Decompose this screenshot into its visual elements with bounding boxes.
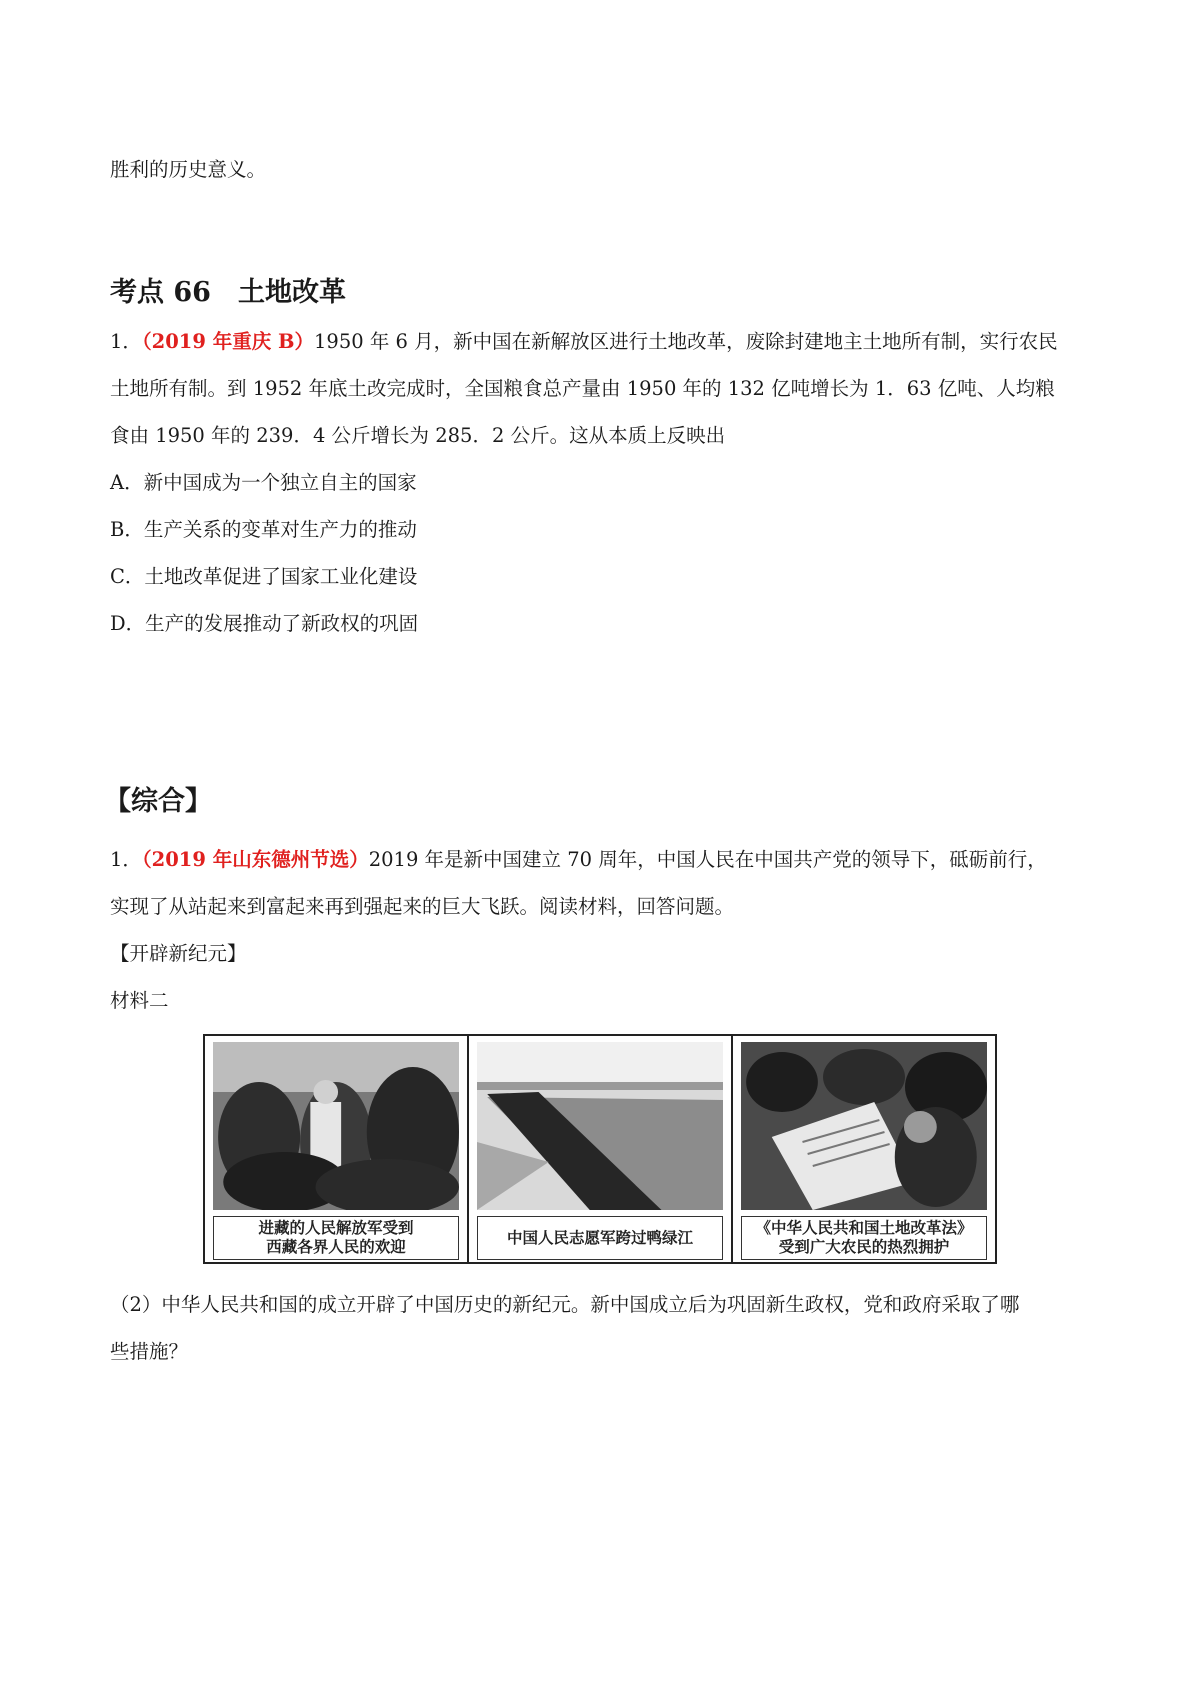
part-2-line-2: 些措施？ — [110, 1340, 189, 1363]
photo-tibet-welcome — [213, 1042, 459, 1210]
question-text: 1950 年 6 月，新中国在新解放区进行土地改革，废除封建地主土地所有制，实行农民 — [314, 330, 1058, 353]
option-a: A．新中国成为一个独立自主的国家 — [110, 471, 417, 494]
option-b: B．生产关系的变革对生产力的推动 — [110, 518, 417, 541]
comprehensive-question-line-2: 实现了从站起来到富起来再到强起来的巨大飞跃。阅读材料，回答问题。 — [110, 895, 735, 918]
sub-heading: 【开辟新纪元】 — [110, 942, 247, 965]
section-heading-comprehensive: 【综合】 — [104, 786, 212, 817]
figure-panel-tibet — [205, 1036, 469, 1262]
photo-land-reform-law — [741, 1042, 987, 1210]
part-2-line-1: （2）中华人民共和国的成立开辟了中国历史的新纪元。新中国成立后为巩固新生政权，党和政府采取了哪 — [110, 1293, 1020, 1316]
question-source: （2019 年山东德州节选） — [141, 848, 369, 871]
caption-yalu: 中国人民志愿军跨过鸭绿江 — [477, 1216, 723, 1260]
photo-yalu-crossing — [477, 1042, 723, 1210]
figure-panel-land-reform-law — [733, 1036, 995, 1262]
option-c: C．土地改革促进了国家工业化建设 — [110, 565, 418, 588]
material-figure — [203, 1034, 997, 1264]
material-label: 材料二 — [110, 989, 169, 1012]
question-source: （2019 年重庆 B） — [141, 330, 315, 353]
caption-land-reform-law: 《中华人民共和国土地改革法》 受到广大农民的热烈拥护 — [741, 1216, 987, 1260]
question-number: 1． — [110, 848, 142, 871]
section-heading-land-reform: 考点 66 土地改革 — [110, 277, 346, 308]
option-d: D．生产的发展推动了新政权的巩固 — [110, 612, 419, 635]
figure-panel-yalu — [469, 1036, 733, 1262]
question-1-line-1 — [110, 327, 1100, 357]
comprehensive-question-line-1 — [110, 845, 1100, 875]
question-1-line-2: 土地所有制。到 1952 年底土改完成时，全国粮食总产量由 1950 年的 132 亿吨增长为 1．63 亿吨、人均粮 — [110, 377, 1055, 400]
continued-text: 胜利的历史意义。 — [110, 158, 267, 181]
question-number: 1． — [110, 330, 142, 353]
question-text: 2019 年是新中国建立 70 周年，中国人民在中国共产党的领导下，砥砺前行， — [368, 848, 1047, 871]
question-1-line-3: 食由 1950 年的 239．4 公斤增长为 285．2 公斤。这从本质上反映出 — [110, 424, 726, 447]
caption-tibet: 进藏的人民解放军受到 西藏各界人民的欢迎 — [213, 1216, 459, 1260]
